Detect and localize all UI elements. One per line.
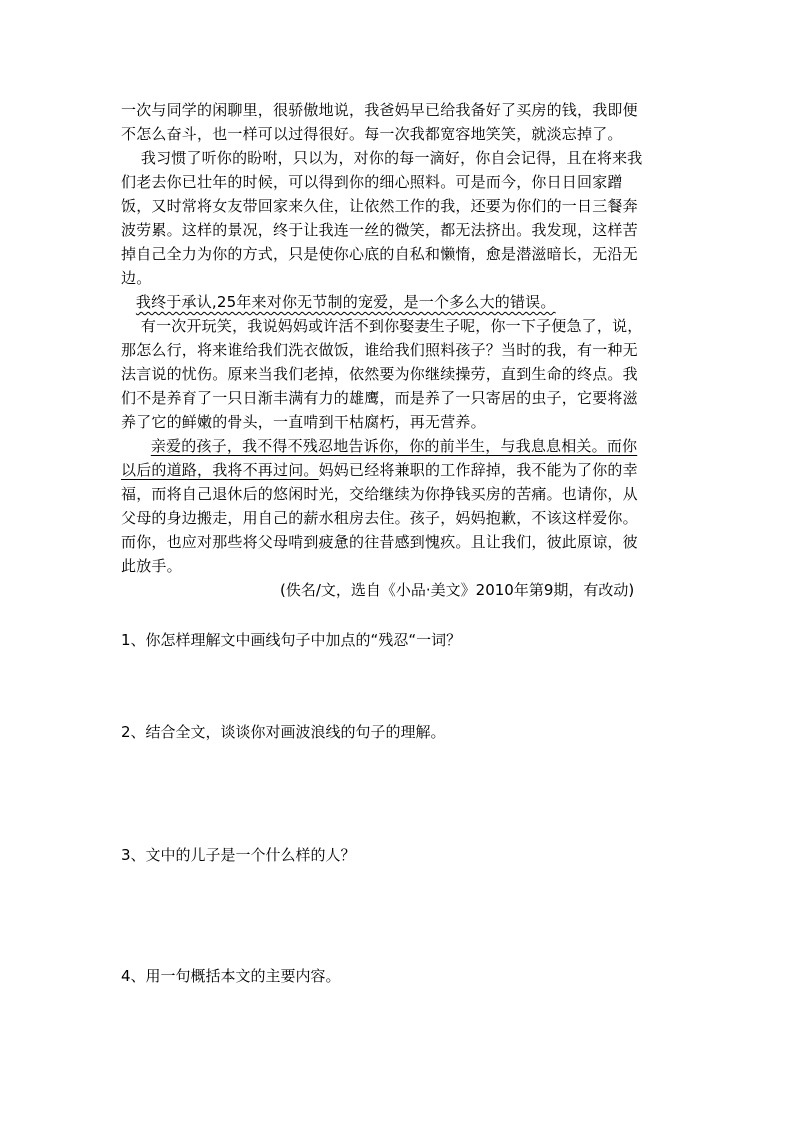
text-line: 父母的身边搬走，用自己的薪水租房去住。孩子，妈妈抱歉，不该这样爱你。 [121, 509, 638, 527]
indent [121, 293, 136, 311]
text-line: 掉自己全力为你的方式，只是使你心底的自私和懒惰，愈是潜滋暗长，无沿无 [121, 245, 638, 263]
wavy-underlined-line [121, 290, 556, 314]
text-line: 养了它的鲜嫩的骨头，一直啃到干枯腐朽，再无营养。 [121, 413, 486, 431]
text-line: 边。 [121, 269, 152, 287]
text-line: 而你，也应对那些将父母啃到疲惫的往昔感到愧疚。且让我们，彼此原谅，彼 [121, 533, 638, 551]
text-line: 们不是养育了一只日渐丰满有力的雄鹰，而是养了一只寄居的虫子，它要将滋 [121, 389, 638, 407]
underlined-line [121, 434, 637, 458]
text-line: 有一次开玩笑，我说妈妈或许活不到你娶妻生子呢，你一下子便急了，说， [121, 317, 643, 335]
underlined-line [121, 458, 638, 482]
text-line: 法言说的忧伤。原来当我们老掉，依然要为你继续操劳，直到生命的终点。我 [121, 365, 638, 383]
source-attribution: (佚名/文，选自《小品·美文》2010年第9期，有改动) [280, 581, 635, 599]
underlined-sentence-part1: 亲爱的孩子，我不得不残忍地告诉你，你的前半生，与我息息相关。而你 [150, 437, 638, 455]
text-line: 一次与同学的闲聊里，很骄傲地说，我爸妈早已给我备好了买房的钱，我即便 [121, 101, 638, 119]
question-4: 4、用一句概括本文的主要内容。 [121, 967, 341, 985]
text-line: 福，而将自己退休后的悠闲时光，交给继续为你挣钱买房的苦痛。也请你，从 [121, 485, 638, 503]
question-2: 2、结合全文，谈谈你对画波浪线的句子的理解。 [121, 723, 446, 741]
text-line: 们老去你已壮年的时候，可以得到你的细心照料。可是而今，你日日回家蹭 [121, 173, 623, 191]
question-1: 1、你怎样理解文中画线句子中加点的“残忍“一词？ [121, 631, 462, 649]
question-3: 3、文中的儿子是一个什么样的人？ [121, 846, 356, 864]
indent [121, 437, 151, 455]
text-line: 此放手。 [121, 557, 182, 575]
text-line: 那怎么行，将来谁给我们洗衣做饭，谁给我们照料孩子？当时的我，有一种无 [121, 341, 638, 359]
text-line: 不怎么奋斗，也一样可以过得很好。每一次我都宽容地笑笑，就淡忘掉了。 [121, 125, 623, 143]
text-line: 饭，又时常将女友带回家来久住，让依然工作的我，还要为你们的一日三餐奔 [121, 197, 638, 215]
text-line: 波劳累。这样的景况，终于让我连一丝的微笑，都无法挤出。我发现，这样苦 [121, 221, 638, 239]
text-line: 我习惯了听你的盼咐，只以为，对你的每一滴好，你自会记得，且在将来我 [121, 149, 643, 167]
text-segment: 妈妈已经将兼职的工作辞掉，我不能为了你的幸 [318, 461, 638, 479]
wavy-underlined-sentence: 我终于承认,25年来对你无节制的宠爱，是一个多么大的错误。 [135, 293, 556, 311]
underlined-sentence-part2: 以后的道路，我将不再过问。 [121, 461, 319, 479]
